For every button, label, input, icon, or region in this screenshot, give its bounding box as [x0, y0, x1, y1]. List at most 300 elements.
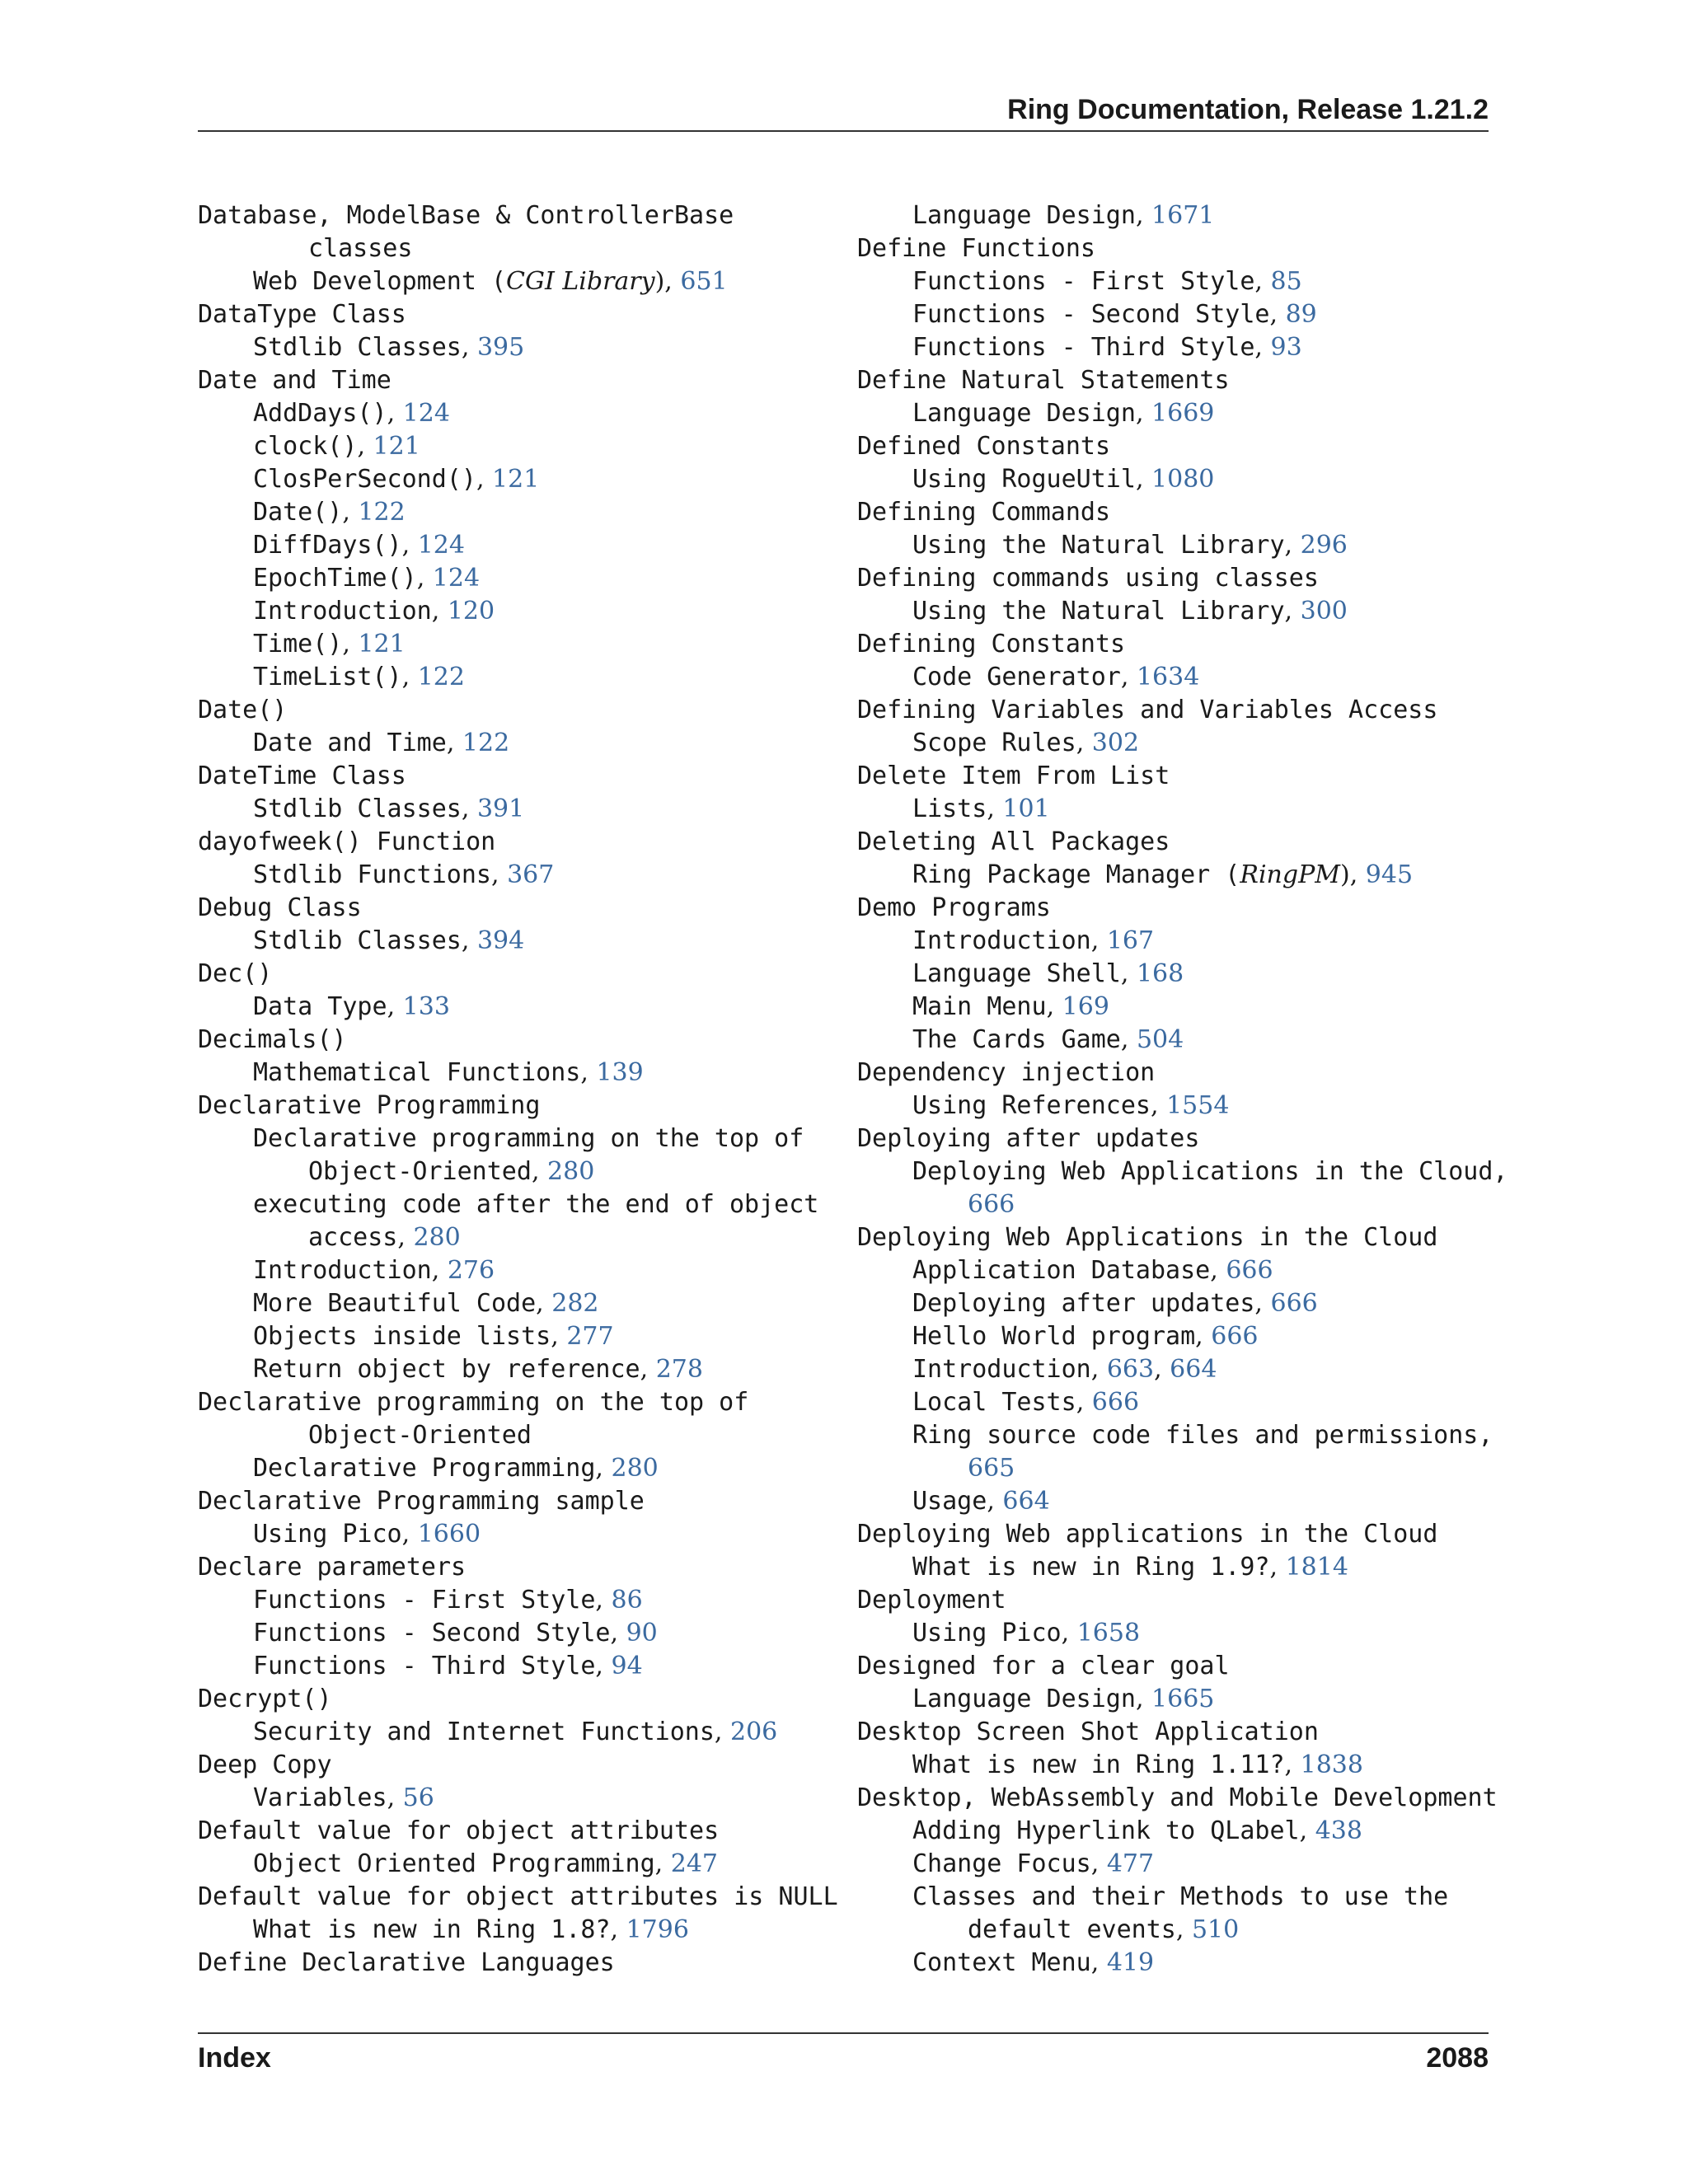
- index-term: [198, 760, 841, 793]
- page-link[interactable]: 122: [462, 729, 510, 757]
- index-entry-text: Ring source code files and permissions,: [912, 1421, 1493, 1450]
- page-link[interactable]: 101: [1002, 794, 1050, 823]
- index-subentry: [857, 1617, 1500, 1650]
- index-subentry: [857, 1848, 1500, 1881]
- index-term: [857, 694, 1500, 727]
- index-entry-source: CGI Library: [506, 267, 655, 296]
- index-entry-text: Language Design: [912, 1685, 1136, 1713]
- index-entry-text: Date and Time: [253, 729, 447, 757]
- page-link[interactable]: 391: [476, 794, 525, 823]
- index-separator: ,: [580, 1058, 597, 1087]
- page-link[interactable]: 504: [1136, 1025, 1184, 1054]
- index-entry-text: Hello World program: [912, 1322, 1196, 1351]
- index-entry-text: Functions - First Style: [253, 1586, 596, 1615]
- index-subentry: [857, 397, 1500, 430]
- index-separator: ,: [397, 1223, 414, 1252]
- page-link[interactable]: 510: [1191, 1915, 1240, 1944]
- index-entry-text: What is new in Ring 1.11?: [912, 1750, 1285, 1779]
- index-entry-text: Using the Natural Library: [912, 531, 1285, 560]
- index-subentry: [198, 265, 841, 298]
- index-subentry: [857, 1188, 1500, 1221]
- index-separator: ,: [1284, 1750, 1301, 1779]
- index-subentry: [198, 1287, 841, 1320]
- index-separator: ,: [1284, 531, 1301, 560]
- index-separator: ,: [1254, 1289, 1271, 1318]
- index-term: [857, 232, 1500, 265]
- page-link[interactable]: 276: [447, 1256, 495, 1285]
- page-link[interactable]: 124: [417, 531, 465, 560]
- index-entry-text: DiffDays(): [253, 531, 402, 560]
- page-link[interactable]: 666: [1226, 1256, 1273, 1285]
- page-link[interactable]: 1838: [1300, 1750, 1363, 1779]
- index-separator: ,: [1284, 597, 1301, 626]
- index-column-left: [198, 199, 841, 1980]
- index-entry-text: Language Design: [912, 399, 1136, 428]
- page-link[interactable]: 296: [1300, 531, 1348, 560]
- index-term: [198, 1024, 841, 1057]
- page-link[interactable]: 121: [492, 465, 540, 494]
- index-entry-text: Introduction: [253, 1256, 432, 1285]
- index-subentry: [857, 727, 1500, 760]
- index-subentry: [198, 496, 841, 529]
- index-separator: ,: [1269, 300, 1286, 329]
- index-entry-text: Desktop Screen Shot Application: [857, 1718, 1319, 1746]
- page-link[interactable]: 300: [1300, 597, 1348, 626]
- index-subentry: [198, 331, 841, 364]
- index-entry-text: Language Design: [912, 201, 1136, 230]
- index-term: [198, 1881, 841, 1914]
- index-separator: ,: [1076, 1388, 1092, 1417]
- index-term: [198, 826, 841, 859]
- index-entry-punct: ),: [654, 267, 681, 296]
- page-link[interactable]: 121: [373, 432, 420, 461]
- index-entry-text: Deploying Web Applications in the Cloud,: [912, 1157, 1508, 1186]
- index-subentry: [198, 661, 841, 694]
- index-subentry: [198, 925, 841, 958]
- index-entry-text: Defining commands using classes: [857, 564, 1319, 593]
- index-subentry: [198, 430, 841, 463]
- index-term: [857, 364, 1500, 397]
- page-link[interactable]: 277: [566, 1322, 614, 1351]
- page-link[interactable]: 278: [655, 1355, 703, 1384]
- index-separator: ,: [1120, 1025, 1137, 1054]
- index-separator: ,: [1135, 399, 1152, 428]
- page-link[interactable]: 122: [417, 663, 465, 691]
- page-link[interactable]: 90: [626, 1619, 658, 1647]
- index-entry-text: What is new in Ring 1.8?: [253, 1915, 611, 1944]
- index-term: [857, 1518, 1500, 1551]
- page-link[interactable]: 124: [432, 564, 481, 593]
- index-separator: ,: [987, 794, 1003, 823]
- index-term: [857, 1650, 1500, 1683]
- index-entry-text: Dec(): [198, 959, 273, 988]
- index-separator: ,: [610, 1619, 626, 1647]
- index-separator: ,: [987, 1487, 1003, 1516]
- index-entry-text: Context Menu: [912, 1948, 1091, 1977]
- index-term: [198, 1485, 841, 1518]
- page-link[interactable]: 438: [1315, 1816, 1362, 1845]
- index-separator: ,: [1090, 1355, 1107, 1384]
- page-link[interactable]: 477: [1106, 1849, 1155, 1878]
- index-separator: ,: [387, 399, 403, 428]
- index-subentry: [857, 925, 1500, 958]
- index-entry-text: Deep Copy: [198, 1750, 332, 1779]
- index-subentry: [857, 1386, 1500, 1419]
- index-entry-text: Declare parameters: [198, 1553, 467, 1582]
- page-link[interactable]: 666: [1211, 1322, 1259, 1351]
- page-link[interactable]: 666: [1270, 1289, 1318, 1318]
- index-entry-text: Demo Programs: [857, 893, 1051, 922]
- index-separator: ,: [401, 1520, 418, 1549]
- index-subentry: [198, 1320, 841, 1353]
- index-entry-text: default events: [968, 1915, 1176, 1944]
- page-link[interactable]: 1080: [1151, 465, 1215, 494]
- index-term: [857, 760, 1500, 793]
- index-entry-text: Deploying after updates: [912, 1289, 1255, 1318]
- page-link[interactable]: 93: [1270, 333, 1302, 362]
- index-subentry: [857, 1815, 1500, 1848]
- page-link[interactable]: 666: [1091, 1388, 1140, 1417]
- index-entry-text: Object Oriented Programming: [253, 1849, 655, 1878]
- index-term: [857, 1716, 1500, 1749]
- index-entry-text: Objects inside lists: [253, 1322, 551, 1351]
- index-entry-text: Decimals(): [198, 1025, 347, 1054]
- index-entry-text: Variables: [253, 1783, 387, 1812]
- index-subentry: [198, 1848, 841, 1881]
- index-entry-text: Usage: [912, 1487, 987, 1516]
- index-subentry: [857, 1947, 1500, 1980]
- document-title: Ring Documentation, Release 1.21.2: [1007, 94, 1489, 125]
- index-subentry: [198, 1419, 841, 1452]
- index-subentry: [198, 1716, 841, 1749]
- index-subentry: [198, 1914, 841, 1947]
- page-link[interactable]: 395: [476, 333, 525, 362]
- footer-page-number: 2088: [1426, 2042, 1489, 2074]
- index-separator: ,: [595, 1586, 612, 1615]
- index-subentry: [198, 529, 841, 562]
- index-subentry: [198, 1452, 841, 1485]
- index-term: [198, 958, 841, 991]
- index-subentry: [857, 1749, 1500, 1782]
- index-entry-text: Stdlib Classes: [253, 926, 462, 955]
- page-link[interactable]: 419: [1106, 1948, 1155, 1977]
- page-link[interactable]: 1796: [626, 1915, 689, 1944]
- index-entry-text: Date(): [253, 498, 343, 527]
- index-subentry: [857, 991, 1500, 1024]
- index-entry-source: RingPM: [1240, 860, 1340, 889]
- index-subentry: [857, 1353, 1500, 1386]
- page-link[interactable]: 206: [730, 1718, 778, 1746]
- index-separator: ,: [461, 333, 477, 362]
- index-term: [857, 892, 1500, 925]
- index-entry-text: clock(): [253, 432, 358, 461]
- page-link[interactable]: 133: [402, 992, 450, 1021]
- index-entry-text: access: [308, 1223, 398, 1252]
- index-subentry: [857, 1914, 1500, 1947]
- page-link[interactable]: 1669: [1151, 399, 1215, 428]
- index-entry-text: Local Tests: [912, 1388, 1076, 1417]
- index-term: [857, 1122, 1500, 1155]
- page-link[interactable]: 120: [447, 597, 495, 626]
- index-subentry: [857, 1320, 1500, 1353]
- index-term: [198, 1551, 841, 1584]
- index-entry-text: Object-Oriented: [308, 1421, 532, 1450]
- index-entry-text: DateTime Class: [198, 762, 406, 790]
- index-entry-text: Defined Constants: [857, 432, 1111, 461]
- index-entry-text: AddDays(): [253, 399, 387, 428]
- index-entry-text: Classes and their Methods to use the: [912, 1882, 1449, 1911]
- index-entry-text: Introduction: [253, 597, 432, 626]
- index-subentry: [857, 1287, 1500, 1320]
- index-subentry: [198, 1057, 841, 1090]
- page-link[interactable]: 1660: [417, 1520, 481, 1549]
- page-link[interactable]: 394: [476, 926, 525, 955]
- index-subentry: [198, 727, 841, 760]
- page-link[interactable]: 1814: [1285, 1553, 1348, 1582]
- index-entry-text: Define Natural Statements: [857, 366, 1230, 395]
- index-separator: ,: [1269, 1553, 1286, 1582]
- index-entry-text: dayofweek() Function: [198, 827, 496, 856]
- page-link[interactable]: 169: [1062, 992, 1109, 1021]
- page-link[interactable]: 663: [1106, 1355, 1155, 1384]
- index-separator: ,: [476, 465, 493, 494]
- index-entry-text: Stdlib Classes: [253, 333, 462, 362]
- page-link[interactable]: 1671: [1151, 201, 1215, 230]
- index-entry-text: Functions - First Style: [912, 267, 1255, 296]
- index-subentry: [857, 1419, 1500, 1452]
- page-link[interactable]: 139: [596, 1058, 644, 1087]
- index-entry-punct: ),: [1339, 860, 1366, 889]
- index-term: [198, 694, 841, 727]
- index-term: [857, 430, 1500, 463]
- index-subentry: [198, 1122, 841, 1155]
- index-separator: ,: [536, 1289, 552, 1318]
- index-entry-text: Introduction: [912, 926, 1091, 955]
- index-entry-text: Ring Package Manager (: [912, 860, 1240, 889]
- index-entry-text: Adding Hyperlink to QLabel: [912, 1816, 1300, 1845]
- index-separator: ,: [1210, 1256, 1226, 1285]
- index-term: [198, 892, 841, 925]
- index-subentry: [857, 595, 1500, 628]
- index-entry-text: Web Development (: [253, 267, 507, 296]
- index-separator: ,: [1090, 926, 1107, 955]
- page-link[interactable]: 168: [1136, 959, 1184, 988]
- page-link[interactable]: 122: [358, 498, 406, 527]
- index-subentry: [857, 1551, 1500, 1584]
- index-entry-text: Object-Oriented: [308, 1157, 532, 1186]
- index-subentry: [857, 199, 1500, 232]
- index-subentry: [857, 1881, 1500, 1914]
- index-subentry: [857, 1155, 1508, 1188]
- index-entry-text: What is new in Ring 1.9?: [912, 1553, 1270, 1582]
- index-separator: ,: [342, 498, 359, 527]
- page-link[interactable]: 302: [1091, 729, 1140, 757]
- index-entry-text: Default value for object attributes: [198, 1816, 720, 1845]
- page-header: [198, 89, 1489, 132]
- index-term: [857, 1584, 1500, 1617]
- page-link[interactable]: 664: [1002, 1487, 1050, 1516]
- index-entry-text: Data Type: [253, 992, 387, 1021]
- page-link[interactable]: 124: [402, 399, 450, 428]
- index-entry-text: Declarative Programming: [198, 1091, 541, 1120]
- index-subentry: [198, 793, 841, 826]
- index-entry-text: Define Declarative Languages: [198, 1948, 615, 1977]
- index-entry-text: Functions - Second Style: [253, 1619, 611, 1647]
- index-subentry: [857, 1683, 1500, 1716]
- index-separator: ,: [431, 597, 448, 626]
- index-separator: ,: [1120, 663, 1137, 691]
- index-separator: ,: [1299, 1816, 1315, 1845]
- page-link[interactable]: 280: [611, 1454, 659, 1483]
- index-entry-text: More Beautiful Code: [253, 1289, 537, 1318]
- index-term: [198, 1090, 841, 1122]
- index-subentry: [857, 1090, 1500, 1122]
- index-entry-text: Lists: [912, 794, 987, 823]
- index-subentry: [857, 331, 1500, 364]
- index-subentry: [198, 1782, 841, 1815]
- index-entry-text: Functions - Third Style: [912, 333, 1255, 362]
- index-entry-text: Defining Commands: [857, 498, 1111, 527]
- index-separator: ,: [401, 531, 418, 560]
- index-term: [198, 1683, 841, 1716]
- index-term: [857, 1221, 1500, 1254]
- index-entry-text: Using Pico: [912, 1619, 1062, 1647]
- index-separator: ,: [714, 1718, 730, 1746]
- index-subentry: [857, 1485, 1500, 1518]
- index-subentry: [198, 859, 841, 892]
- index-subentry: [857, 661, 1500, 694]
- page-link[interactable]: 280: [413, 1223, 461, 1252]
- page-link[interactable]: 89: [1285, 300, 1317, 329]
- index-separator: ,: [387, 992, 403, 1021]
- index-entry-text: Delete Item From List: [857, 762, 1170, 790]
- page-link[interactable]: 666: [968, 1190, 1015, 1219]
- index-term: [198, 298, 841, 331]
- index-entry-text: Deploying after updates: [857, 1124, 1200, 1153]
- page-link[interactable]: 247: [670, 1849, 719, 1878]
- index-entry-text: Defining Variables and Variables Access: [857, 696, 1438, 724]
- page-link[interactable]: 167: [1106, 926, 1155, 955]
- index-subentry: [198, 463, 841, 496]
- index-separator: ,: [1090, 1849, 1107, 1878]
- index-entry-text: Deploying Web Applications in the Cloud: [857, 1223, 1438, 1252]
- page-link[interactable]: 282: [551, 1289, 599, 1318]
- index-entry-text: Using RogueUtil: [912, 465, 1136, 494]
- index-entry-text: EpochTime(): [253, 564, 417, 593]
- index-entry-text: Stdlib Classes: [253, 794, 462, 823]
- index-separator: ,: [1061, 1619, 1077, 1647]
- index-separator: ,: [1195, 1322, 1212, 1351]
- index-entry-text: Functions - Second Style: [912, 300, 1270, 329]
- index-entry-text: Dependency injection: [857, 1058, 1156, 1087]
- page-link[interactable]: 1554: [1166, 1091, 1230, 1120]
- index-separator: ,: [461, 794, 477, 823]
- index-term: [857, 496, 1500, 529]
- index-separator: ,: [1076, 729, 1092, 757]
- index-subentry: [198, 1518, 841, 1551]
- index-separator: ,: [610, 1915, 626, 1944]
- index-subentry: [857, 1254, 1500, 1287]
- index-entry-text: Scope Rules: [912, 729, 1076, 757]
- index-entry-text: Date(): [198, 696, 288, 724]
- index-separator: ,: [1135, 465, 1152, 494]
- index-entry-text: Declarative programming on the top of: [198, 1388, 749, 1417]
- index-entry-text: Return object by reference: [253, 1355, 640, 1384]
- index-term: [198, 1815, 841, 1848]
- page-link[interactable]: 1658: [1076, 1619, 1141, 1647]
- index-entry-text: Main Menu: [912, 992, 1047, 1021]
- index-subentry: [198, 1221, 841, 1254]
- index-term: [198, 199, 841, 232]
- index-entry-text: Application Database: [912, 1256, 1211, 1285]
- page-link[interactable]: 664: [1170, 1355, 1217, 1384]
- index-separator: ,: [1175, 1915, 1192, 1944]
- index-entry-text: The Cards Game: [912, 1025, 1121, 1054]
- index-subentry: [198, 1617, 841, 1650]
- page-link[interactable]: 367: [507, 860, 555, 889]
- page-link[interactable]: 86: [611, 1586, 643, 1615]
- index-separator: ,: [1135, 1685, 1152, 1713]
- index-entry-text: Deploying Web applications in the Cloud: [857, 1520, 1438, 1549]
- index-column-right: [857, 199, 1508, 1980]
- index-entry-text: Define Functions: [857, 234, 1095, 263]
- index-subentry: [857, 1024, 1500, 1057]
- index-separator: ,: [461, 926, 477, 955]
- index-entry-text: Declarative Programming: [253, 1454, 596, 1483]
- index-subentry: [198, 397, 841, 430]
- page-link[interactable]: 56: [402, 1783, 434, 1812]
- index-separator: ,: [1150, 1091, 1167, 1120]
- index-term: [857, 1057, 1500, 1090]
- page-link[interactable]: 121: [358, 630, 406, 658]
- index-term: [857, 562, 1500, 595]
- page-link[interactable]: 85: [1270, 267, 1302, 296]
- index-entry-text: Security and Internet Functions: [253, 1718, 715, 1746]
- index-entry-text: Declarative Programming sample: [198, 1487, 645, 1516]
- index-term: [198, 364, 841, 397]
- page-link[interactable]: 280: [547, 1157, 595, 1186]
- footer-section-label: Index: [198, 2042, 271, 2074]
- page-link[interactable]: 1665: [1151, 1685, 1215, 1713]
- index-subentry: [857, 463, 1500, 496]
- index-subentry: [857, 298, 1500, 331]
- index-separator: ,: [431, 1256, 448, 1285]
- index-entry-text: Declarative programming on the top of: [253, 1124, 804, 1153]
- index-separator: ,: [357, 432, 373, 461]
- page-link[interactable]: 1634: [1136, 663, 1200, 691]
- page-link[interactable]: 94: [611, 1652, 643, 1680]
- index-separator: ,: [1046, 992, 1062, 1021]
- page-link[interactable]: 665: [968, 1454, 1015, 1483]
- page-link[interactable]: 651: [680, 267, 728, 296]
- index-subentry: [198, 1155, 841, 1188]
- index-entry-text: Deleting All Packages: [857, 827, 1170, 856]
- index-separator: ,: [1254, 333, 1271, 362]
- index-term: [198, 1386, 841, 1419]
- index-entry-text: Stdlib Functions: [253, 860, 491, 889]
- index-term: [198, 1947, 841, 1980]
- index-entry-text: TimeList(): [253, 663, 402, 691]
- index-entry-text: ClosPerSecond(): [253, 465, 476, 494]
- index-entry-text: Database, ModelBase & ControllerBase: [198, 201, 734, 230]
- index-separator: ,: [1154, 1355, 1170, 1384]
- page-link[interactable]: 945: [1365, 860, 1414, 889]
- index-entry-text: Using References: [912, 1091, 1151, 1120]
- index-subentry: [857, 958, 1500, 991]
- index-subentry: [857, 793, 1500, 826]
- index-subentry: [198, 1353, 841, 1386]
- index-entry-text: Change Focus: [912, 1849, 1091, 1878]
